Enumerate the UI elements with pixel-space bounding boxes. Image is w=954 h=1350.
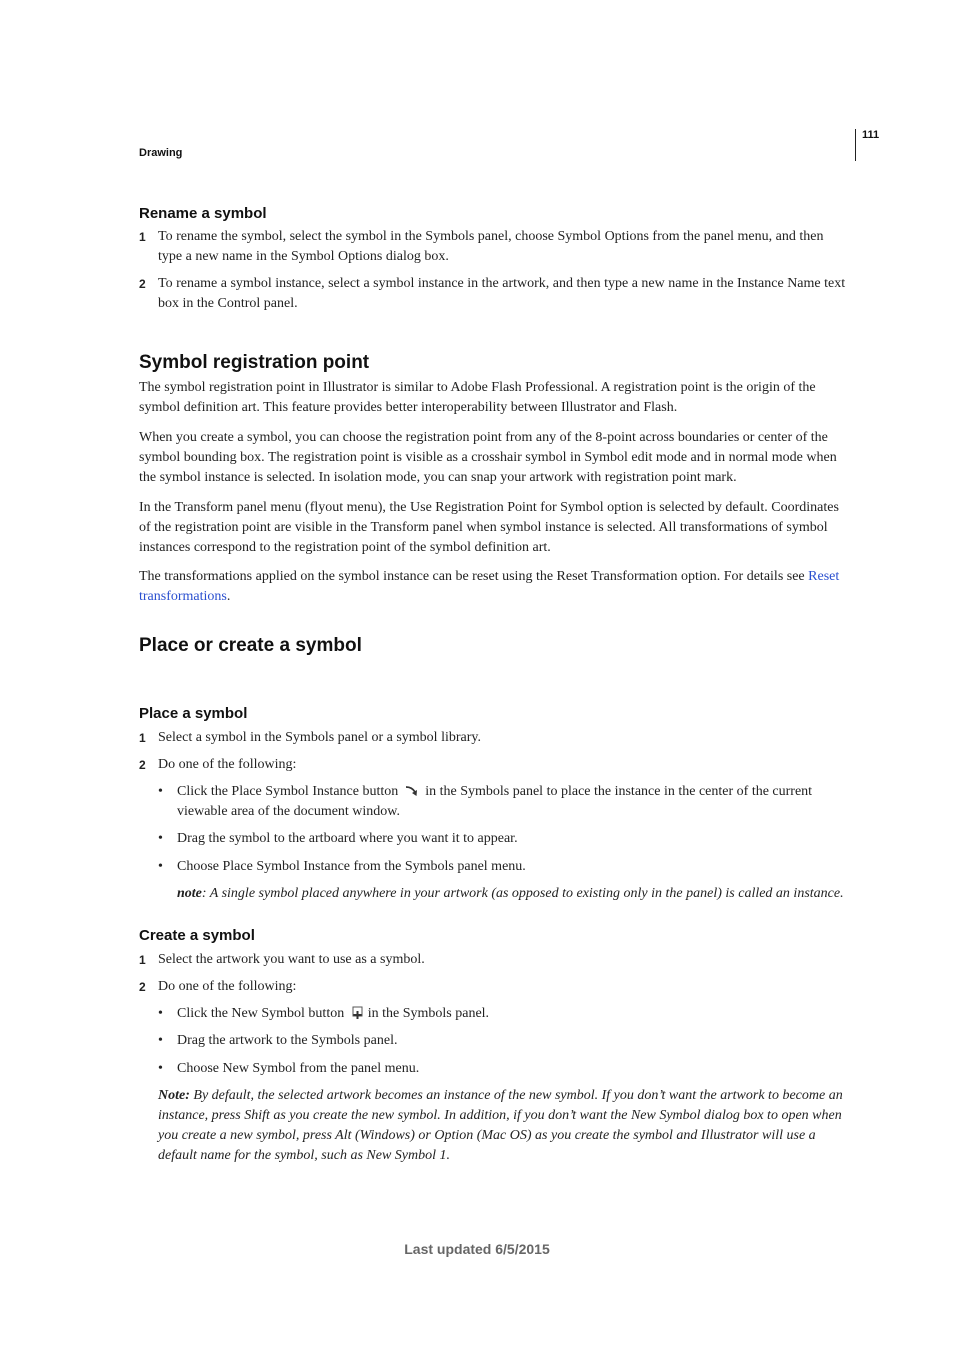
bullet-marker: • <box>158 831 163 846</box>
note-text: By default, the selected artwork becomes an instance of the new symbol. If you don’t want the artwork to become an instance, press Shift as you create the new symbol. In addition, if you don’t want the New Symbol dialog box to open when you create a new symbol, press Alt (Windows) or Option (Mac OS) as you create the symbol and Illustrator will use a default name for the symbol, such as New Symbol 1. <box>158 1088 843 1163</box>
note-label: Note: <box>158 1088 190 1103</box>
step-number: 1 <box>139 230 146 244</box>
footer-last-updated: Last updated 6/5/2015 <box>404 1241 550 1257</box>
running-head: Drawing <box>139 147 183 159</box>
place-symbol-instance-icon <box>404 784 420 798</box>
create-step-2 <box>139 977 851 997</box>
step-text: To rename the symbol, select the symbol in the Symbols panel, choose Symbol Options from the panel menu, and then type a new name in the Symbol Options dialog box. <box>158 229 824 264</box>
place-note <box>177 884 851 904</box>
step-text: Do one of the following: <box>158 979 297 994</box>
create-bullet-1 <box>158 1004 851 1024</box>
registration-paragraph-2: When you create a symbol, you can choose the registration point from any of the 8-point across boundaries or center of the symbol bounding box. The registration point is visible as a crosshair symbol in Symbol edit mode and in normal mode when the symbol instance is selected. In isolation mode, you can snap your artwork with registration point mark. <box>139 430 837 485</box>
page-number: 111 <box>862 129 880 141</box>
registration-heading: Symbol registration point <box>139 352 370 373</box>
create-heading: Create a symbol <box>139 927 255 944</box>
bullet-text-continued: in the Symbols panel. <box>367 1006 490 1021</box>
bullet-text: Drag the artwork to the Symbols panel. <box>177 1033 398 1048</box>
reset-transformations-link[interactable]: Reset transformations <box>139 569 840 604</box>
bullet-text: Click the Place Symbol Instance button <box>177 784 402 799</box>
place-step-2 <box>139 755 851 775</box>
step-text: Select a symbol in the Symbols panel or a symbol library. <box>158 730 481 745</box>
registration-paragraph-1: The symbol registration point in Illustrator is similar to Adobe Flash Professional. A registration point is the origin of the symbol definition art. This feature provides better interoperability between Illustrator and Flash. <box>139 380 816 415</box>
place-bullet-3 <box>158 857 851 877</box>
bullet-text: Choose Place Symbol Instance from the Symbols panel menu. <box>177 859 526 874</box>
bullet-text: Drag the symbol to the artboard where you want it to appear. <box>177 831 518 846</box>
bullet-marker: • <box>158 1033 163 1048</box>
rename-step-1 <box>139 227 851 267</box>
place-create-heading: Place or create a symbol <box>139 635 362 656</box>
step-number: 2 <box>139 758 146 772</box>
step-text: To rename a symbol instance, select a symbol instance in the artwork, and then type a new name in the Instance Name text box in the Control panel. <box>158 276 846 311</box>
create-bullet-2 <box>158 1031 851 1051</box>
new-symbol-icon <box>350 1006 366 1020</box>
place-heading: Place a symbol <box>139 705 248 722</box>
rename-heading: Rename a symbol <box>139 205 267 222</box>
bullet-marker: • <box>158 859 163 874</box>
bullet-text: Choose New Symbol from the panel menu. <box>177 1061 420 1076</box>
place-bullet-2 <box>158 829 851 849</box>
page-content <box>139 204 851 1166</box>
bullet-marker: • <box>158 1061 163 1076</box>
note-label: note <box>177 886 202 901</box>
step-number: 2 <box>139 277 146 291</box>
header-divider <box>855 129 856 161</box>
registration-paragraph-4 <box>139 567 851 607</box>
paragraph-end: . <box>226 589 231 604</box>
bullet-text: Click the New Symbol button <box>177 1006 348 1021</box>
step-number: 2 <box>139 980 146 994</box>
paragraph-text: The transformations applied on the symbol instance can be reset using the Reset Transformation option. For details see <box>139 569 809 584</box>
registration-paragraph-3: In the Transform panel menu (flyout menu), the Use Registration Point for Symbol option is selected by default. Coordinates of the registration point are visible in the Transform panel when symbol instance is selected. All transformations of symbol instances correspond to the registration point of the symbol definition art. <box>139 500 839 555</box>
step-text: Select the artwork you want to use as a symbol. <box>158 952 425 967</box>
bullet-marker: • <box>158 1006 163 1021</box>
create-note <box>158 1086 851 1166</box>
step-text: Do one of the following: <box>158 757 297 772</box>
rename-step-2 <box>139 274 851 314</box>
create-step-1 <box>139 950 851 970</box>
note-text: : A single symbol placed anywhere in your artwork (as opposed to existing only in the panel) is called an instance. <box>201 886 844 901</box>
bullet-text-continued: in the Symbols panel to place the instance in the center of the current viewable area of the document window. <box>177 784 813 819</box>
step-number: 1 <box>139 953 146 967</box>
bullet-marker: • <box>158 784 163 799</box>
place-bullet-1 <box>158 782 851 822</box>
step-number: 1 <box>139 731 146 745</box>
create-bullet-3 <box>158 1059 851 1079</box>
place-step-1 <box>139 728 851 748</box>
